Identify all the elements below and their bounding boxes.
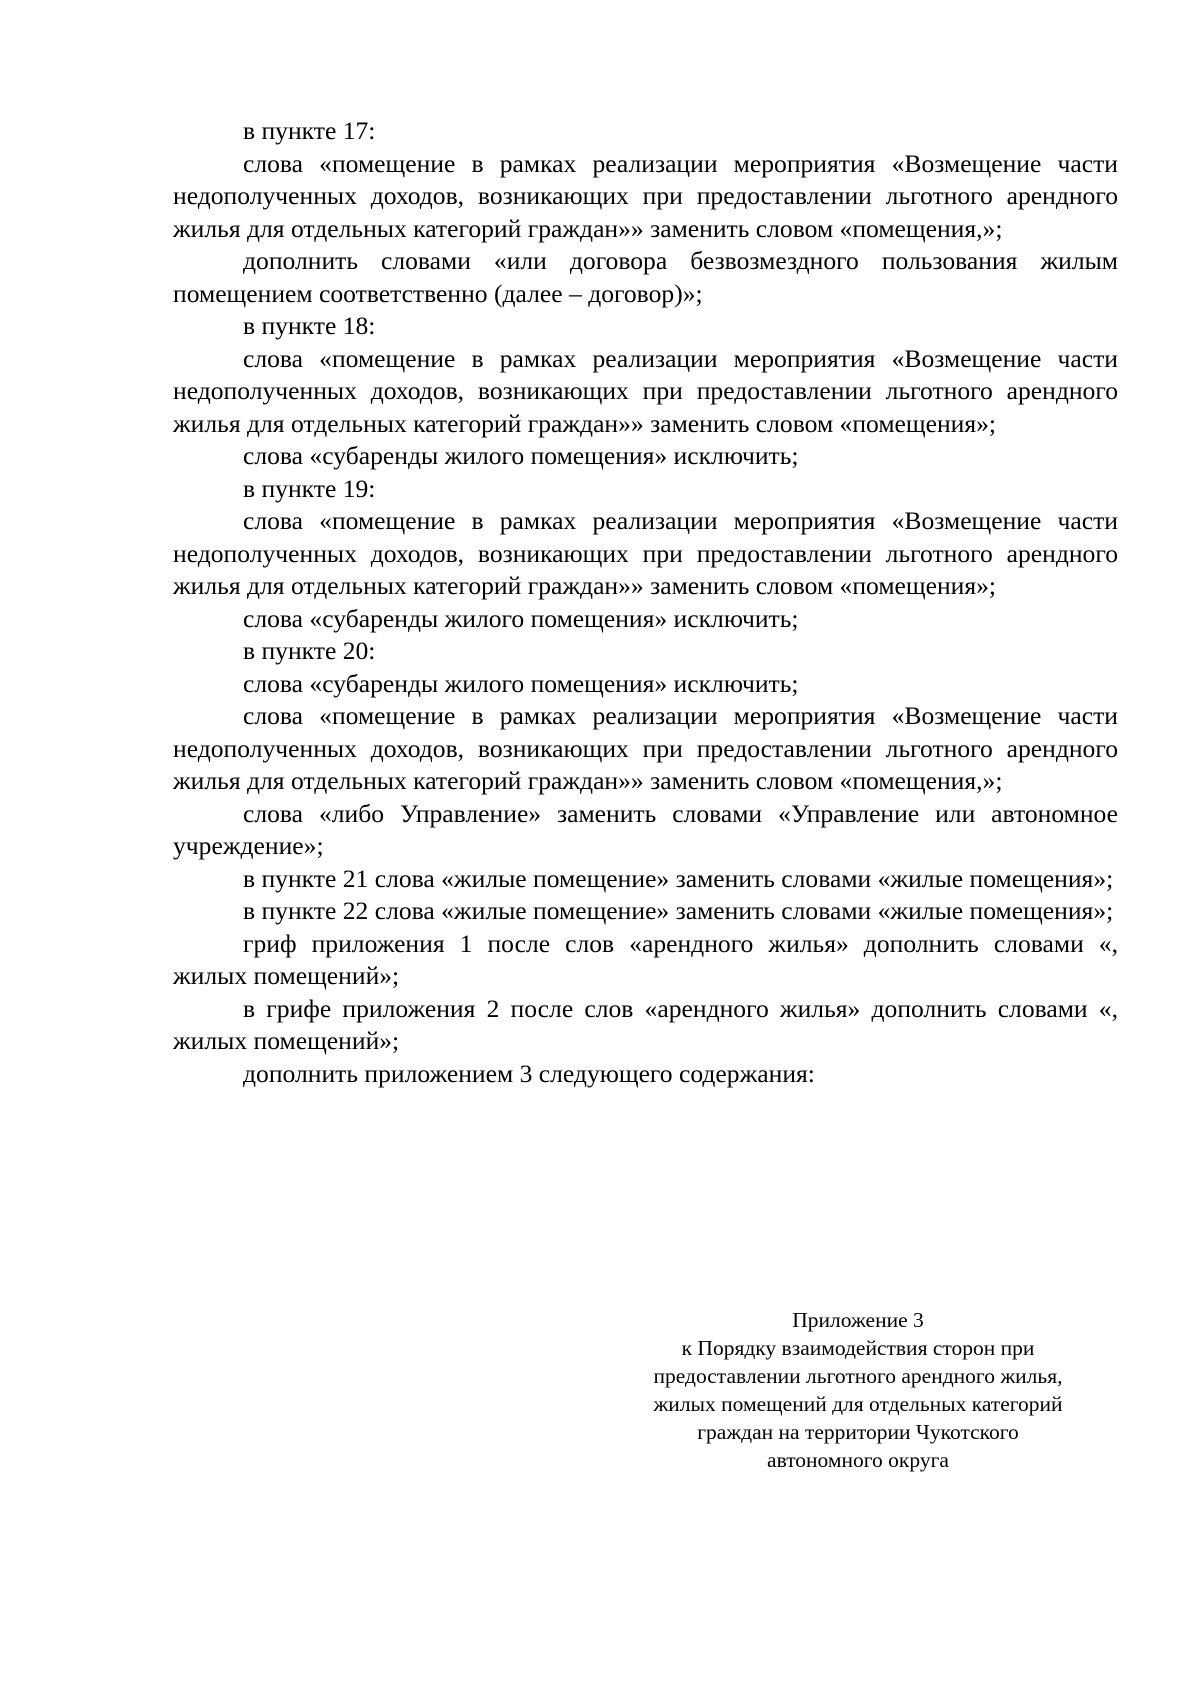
annex-line: граждан на территории Чукотского <box>697 1420 1019 1444</box>
paragraph-item-18-exclude: слова «субаренды жилого помещения» исключить; <box>243 441 799 470</box>
paragraph-item-18-replace: слова «помещение в рамках реализации мероприятия «Возмещение части недополученных доходов, возникающих при предоставлении льготного арендного жилья для отдельных категорий граждан»» заменить словом «помещения»; <box>173 343 1118 438</box>
annex-line: жилых помещений для отдельных категорий <box>653 1392 1063 1416</box>
paragraph-item-19-exclude: слова «субаренды жилого помещения» исключить; <box>243 603 799 633</box>
paragraph-item-19: в пункте 19: <box>243 473 376 503</box>
annex-line: автономного округа <box>767 1448 949 1472</box>
paragraph-annex-1-stamp: гриф приложения 1 после слов «арендного жилья» дополнить словами «, жилых помещений»; <box>173 928 1118 990</box>
paragraph-item-17-replace: слова «помещение в рамках реализации мероприятия «Возмещение части недополученных доходов, возникающих при предоставлении льготного арендного жилья для отдельных категорий граждан»» заменить словом «помещения,»; <box>173 148 1118 243</box>
paragraph-item-20-replace: слова «помещение в рамках реализации мероприятия «Возмещение части недополученных доходов, возникающих при предоставлении льготного арендного жилья для отдельных категорий граждан»» заменить словом «помещения,»; <box>173 701 1118 795</box>
paragraph-item-19-replace: слова «помещение в рамках реализации мероприятия «Возмещение части недополученных доходов, возникающих при предоставлении льготного арендного жилья для отдельных категорий граждан»» заменить словом «помещения»; <box>173 506 1118 600</box>
annex-line: предоставлении льготного арендного жилья, <box>653 1364 1063 1388</box>
amendments-text <box>173 115 1118 1090</box>
paragraph-add-annex-3: дополнить приложением 3 следующего содержания: <box>243 1058 815 1088</box>
paragraph-item-17: в пункте 17: <box>243 116 376 145</box>
paragraph-item-22: в пункте 22 слова «жилые помещение» заменить словами «жилые помещения»; <box>243 896 1114 925</box>
paragraph-item-21: в пункте 21 слова «жилые помещение» заменить словами «жилые помещения»; <box>243 863 1114 893</box>
paragraph-item-20-exclude: слова «субаренды жилого помещения» исключить; <box>243 668 799 698</box>
paragraph-item-20-replace-management: слова «либо Управление» заменить словами «Управление или автономное учреждение»; <box>173 798 1118 860</box>
paragraph-annex-2-stamp: в грифе приложения 2 после слов «арендного жилья» дополнить словами «, жилых помещений»; <box>173 993 1118 1055</box>
annex-line: Приложение 3 <box>792 1308 924 1332</box>
annex-line: к Порядку взаимодействия сторон при <box>681 1336 1035 1360</box>
paragraph-item-17-add: дополнить словами «или договора безвозмездного пользования жилым помещением соответственно (далее – договор)»; <box>173 246 1118 308</box>
paragraph-item-20: в пункте 20: <box>243 636 376 665</box>
paragraph-item-18: в пункте 18: <box>243 311 376 340</box>
annex-3-header <box>598 1306 1118 1474</box>
